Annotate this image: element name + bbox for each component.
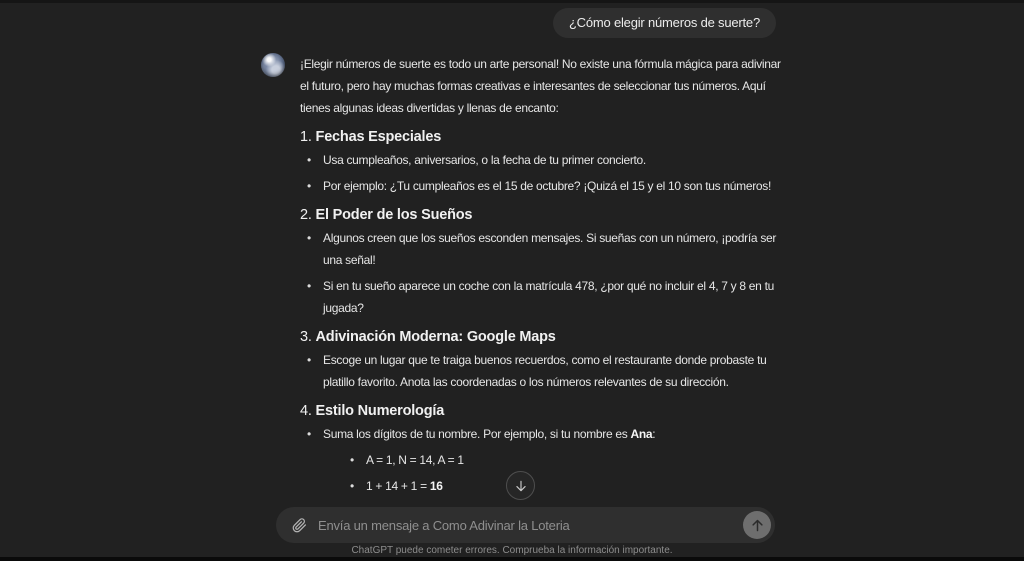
- arrow-down-icon: [514, 479, 528, 493]
- assistant-sections: [300, 127, 784, 523]
- text: Algunos creen que los sueños esconden mensajes. Si sueñas con un número, ¡podría ser una señal!: [323, 231, 777, 267]
- section-title: Estilo Numerología: [315, 403, 445, 419]
- send-button[interactable]: [743, 511, 771, 539]
- attach-file-button[interactable]: [289, 515, 309, 535]
- text: :: [652, 427, 656, 441]
- text: Suma los dígitos de tu nombre. Por ejemplo, si tu nombre es: [323, 427, 631, 441]
- section-number: 1.: [300, 129, 316, 145]
- bullet-item: [300, 149, 784, 171]
- section-title: El Poder de los Sueños: [315, 207, 473, 223]
- chat-thread: [260, 0, 784, 523]
- section-heading: [300, 127, 784, 147]
- bold-text: Ana: [630, 427, 653, 441]
- bullet-list: [300, 227, 784, 319]
- window-bottom-edge: [0, 557, 1024, 561]
- section-number: 2.: [300, 207, 316, 223]
- assistant-message-row: [260, 53, 784, 523]
- message-input[interactable]: [309, 507, 743, 543]
- assistant-avatar: [261, 53, 285, 77]
- scroll-to-bottom-button[interactable]: [506, 471, 535, 500]
- section-heading: [300, 205, 784, 225]
- bullet-item: [343, 449, 784, 471]
- bullet-item: [300, 227, 784, 271]
- section-number: 3.: [300, 329, 316, 345]
- text: Por ejemplo: ¿Tu cumpleaños es el 15 de octubre? ¡Quizá el 15 y el 10 son tus números!: [323, 179, 772, 193]
- section-heading: [300, 401, 784, 421]
- text: Si en tu sueño aparece un coche con la matrícula 478, ¿por qué no incluir el 4, 7 y 8 en tu jugada?: [323, 279, 774, 315]
- assistant-message: [300, 53, 784, 523]
- bullet-item: [343, 475, 784, 497]
- bullet-item: [300, 175, 784, 197]
- text: 1 + 14 + 1 =: [366, 479, 430, 493]
- section-number: 4.: [300, 403, 316, 419]
- text: Usa cumpleaños, aniversarios, o la fecha de tu primer concierto.: [323, 153, 646, 167]
- arrow-up-icon: [750, 518, 765, 533]
- bullet-item: [300, 349, 784, 393]
- bullet-list: [300, 149, 784, 197]
- bold-text: 16: [429, 479, 443, 493]
- section-title: Fechas Especiales: [315, 129, 442, 145]
- assistant-intro-paragraph: ¡Elegir números de suerte es todo un arte personal! No existe una fórmula mágica para adivinar el futuro, pero hay muchas formas creativas e interesantes de seleccionar tus números. Aquí tienes algunas ideas divertidas y llenas de encanto:: [300, 57, 781, 115]
- user-message-bubble: ¿Cómo elegir números de suerte?: [553, 8, 776, 38]
- paperclip-icon: [292, 518, 307, 533]
- text: A = 1, N = 14, A = 1: [366, 453, 464, 467]
- section-heading: [300, 327, 784, 347]
- user-message-row: [260, 8, 776, 38]
- text: Escoge un lugar que te traiga buenos recuerdos, como el restaurante donde probaste tu platillo favorito. Anota las coordenadas o los números relevantes de su dirección.: [323, 353, 767, 389]
- disclaimer-text: ChatGPT puede cometer errores. Comprueba la información importante.: [351, 545, 673, 556]
- section-title: Adivinación Moderna: Google Maps: [315, 329, 556, 345]
- bullet-list: [300, 349, 784, 393]
- bullet-item: [300, 275, 784, 319]
- message-composer: [276, 507, 775, 543]
